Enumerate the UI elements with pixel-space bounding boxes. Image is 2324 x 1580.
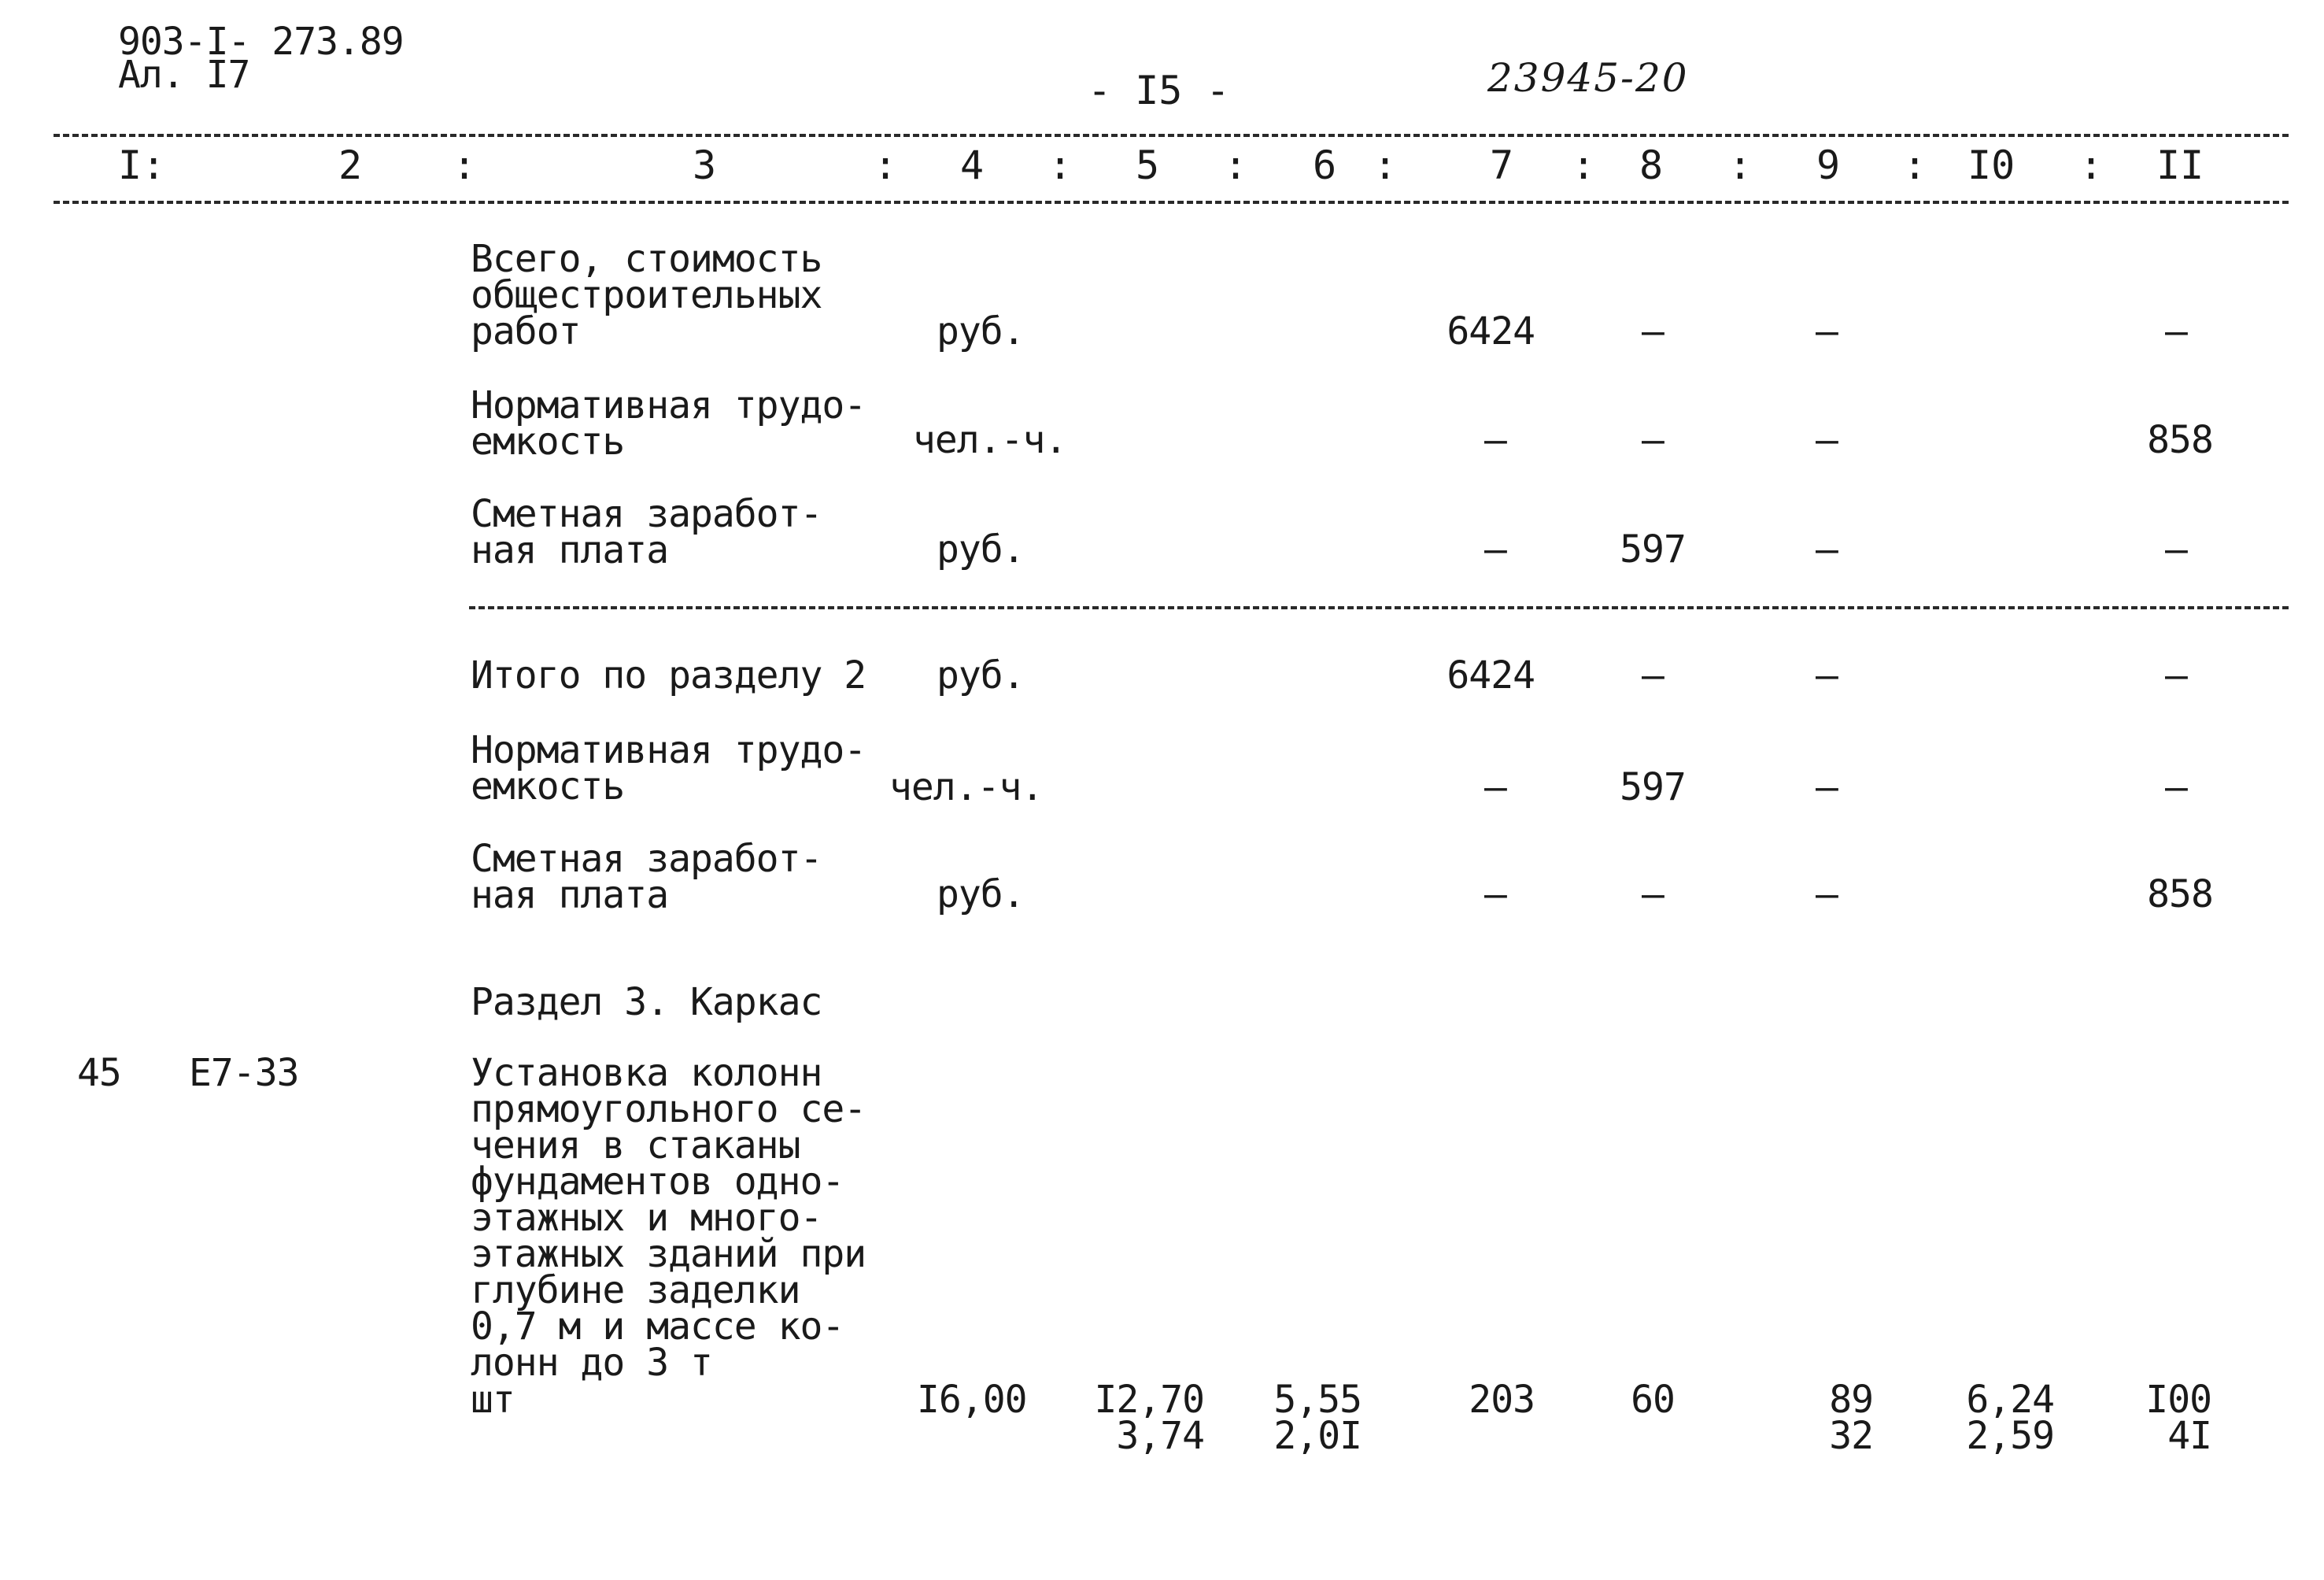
row-unit: руб. — [937, 309, 1025, 353]
cell-col7: 6424 — [1446, 309, 1535, 353]
row-unit: руб. — [937, 872, 1025, 916]
item-number: 45 — [77, 1051, 121, 1095]
cell-col7: 203 — [1469, 1378, 1535, 1422]
cell-col6: 5,55 2,0I — [1273, 1378, 1362, 1458]
cell-col8: – — [1642, 872, 1664, 916]
cell-col4: I6,00 — [917, 1378, 1027, 1422]
inventory-stamp-number: 23945-20 — [1487, 55, 1689, 101]
col-header-6: 6 — [1313, 142, 1337, 188]
row-name: Итого по разделу 2 — [471, 653, 866, 697]
row-unit: чел.-ч. — [889, 765, 1044, 809]
col-separator: : — [1373, 142, 1398, 188]
cell-col7: – — [1484, 765, 1506, 809]
cell-col10: 6,24 2,59 — [1966, 1378, 2054, 1458]
col-separator: : — [1048, 142, 1073, 188]
col-header-9: 9 — [1816, 142, 1841, 188]
document-code: 903-I- 273.89 — [118, 20, 404, 64]
cell-col7: – — [1484, 527, 1506, 572]
cell-col9: – — [1816, 527, 1838, 572]
header-bottom-rule — [54, 201, 2289, 204]
cell-col8: 60 — [1631, 1378, 1675, 1422]
item-code: Е7-33 — [189, 1051, 299, 1095]
cell-col9: – — [1816, 765, 1838, 809]
col-separator: : — [1572, 142, 1596, 188]
album-label: Ал. I7 — [118, 53, 250, 97]
col-separator: : — [1224, 142, 1248, 188]
cell-col7: – — [1484, 418, 1506, 462]
row-name: Сметная заработ- ная плата — [471, 837, 822, 917]
section-title: Раздел 3. Каркас — [471, 980, 822, 1024]
row-unit: руб. — [937, 653, 1025, 697]
cell-col11: – — [2165, 527, 2187, 572]
cell-col9: – — [1816, 653, 1838, 697]
col-header-5: 5 — [1136, 142, 1160, 188]
col-separator: : — [1728, 142, 1753, 188]
row-name: Всего, стоимость общестроительных работ — [471, 237, 822, 353]
cell-col11: – — [2165, 309, 2187, 353]
cell-col5: I2,70 3,74 — [1094, 1378, 1204, 1458]
col-header-4: 4 — [960, 142, 985, 188]
cell-col8: – — [1642, 653, 1664, 697]
col-separator: : — [1903, 142, 1927, 188]
cell-col11: 858 — [2147, 418, 2213, 462]
cell-col9: – — [1816, 309, 1838, 353]
col-header-3: 3 — [693, 142, 717, 188]
col-separator: : — [2079, 142, 2104, 188]
cell-col11: – — [2165, 765, 2187, 809]
row-name: Нормативная трудо- емкость — [471, 383, 866, 464]
cell-col9: 89 32 — [1829, 1378, 1873, 1458]
col-header-10: I0 — [1967, 142, 2015, 188]
col-separator: : — [453, 142, 477, 188]
cell-col9: – — [1816, 872, 1838, 916]
col-separator: : — [874, 142, 898, 188]
cell-col11: 858 — [2147, 872, 2213, 916]
cell-col8: 597 — [1620, 527, 1686, 572]
col-header-8: 8 — [1639, 142, 1664, 188]
col-header-11: II — [2156, 142, 2204, 188]
cell-col11: – — [2165, 653, 2187, 697]
row-name: Нормативная трудо- емкость — [471, 728, 866, 809]
item-description: Установка колонн прямоугольного се- чения в стаканы фундаментов одно- этажных и много- этажных зданий при глубине заделки 0,7 м и массе ко- лонн до 3 т — [471, 1051, 866, 1385]
cell-col7: 6424 — [1446, 653, 1535, 697]
row-unit: руб. — [937, 527, 1025, 572]
cell-col8: 597 — [1620, 765, 1686, 809]
cell-col11: I00 4I — [2145, 1378, 2211, 1458]
col-header-1: I: — [118, 142, 166, 188]
section-divider-rule — [469, 606, 2289, 609]
cell-col8: – — [1642, 418, 1664, 462]
header-top-rule — [54, 134, 2289, 137]
row-unit: чел.-ч. — [913, 418, 1067, 462]
item-unit: шт — [471, 1378, 515, 1422]
row-name: Сметная заработ- ная плата — [471, 492, 822, 572]
col-header-7: 7 — [1490, 142, 1514, 188]
col-header-2: 2 — [338, 142, 363, 188]
cell-col8: – — [1642, 309, 1664, 353]
cell-col9: – — [1816, 418, 1838, 462]
cell-col7: – — [1484, 872, 1506, 916]
page-number: - I5 - — [1088, 68, 1230, 113]
